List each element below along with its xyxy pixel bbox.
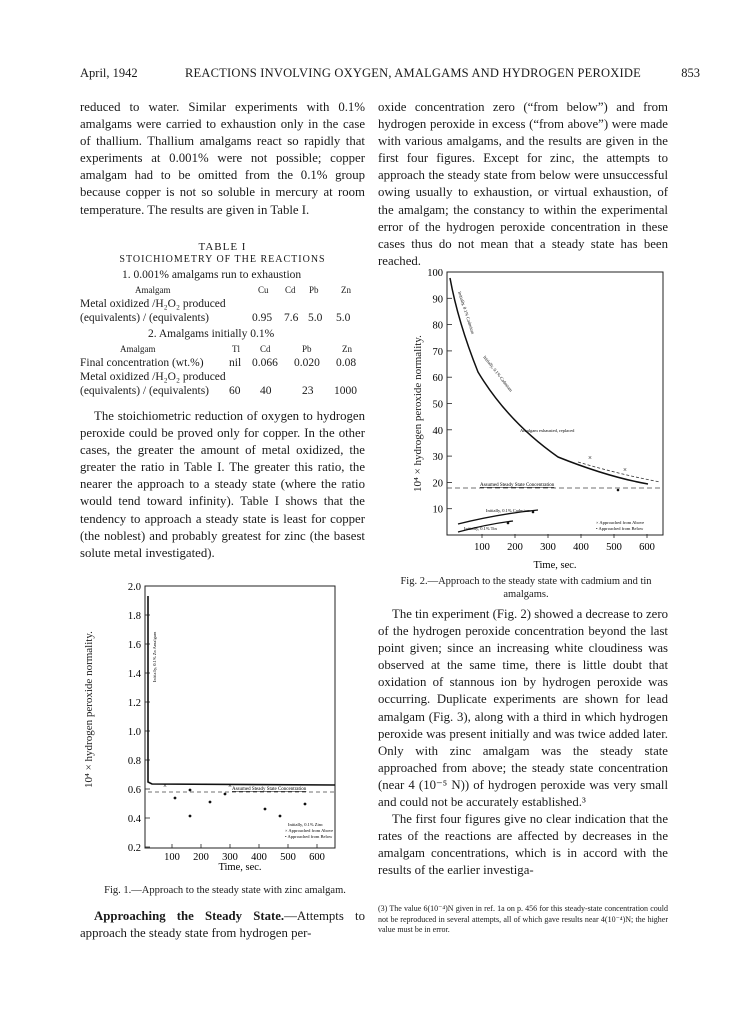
svg-text:×: × xyxy=(163,782,167,790)
table-cell: 7.6 xyxy=(284,312,299,324)
fig1-legend-3: • Approached from Below xyxy=(285,834,333,839)
fig2-y-tick-label: 40 xyxy=(432,425,443,437)
figure-1 xyxy=(80,572,370,872)
table-header-1-zn: Zn xyxy=(341,285,351,295)
fig1-legend-2: × Approached from Above xyxy=(285,828,334,833)
table-cell: 40 xyxy=(260,385,272,397)
header-title: REACTIONS INVOLVING OXYGEN, AMALGAMS AND HYDROGEN PEROXIDE xyxy=(185,66,641,80)
table-cell: 5.0 xyxy=(308,312,323,324)
left-intro-paragraph xyxy=(80,99,365,219)
table-cell: nil xyxy=(229,357,242,369)
fig2-x-tick-label: 400 xyxy=(573,542,589,553)
fig2-y-tick-label: 90 xyxy=(432,294,443,306)
fig2-y-tick-label: 100 xyxy=(427,268,443,279)
table-header-1-cd: Cd xyxy=(285,285,296,295)
table-header-1-pb: Pb xyxy=(309,285,319,295)
table-header-2-tl: Tl xyxy=(232,344,240,354)
fig2-label-steady: Assumed Steady State Concentration xyxy=(480,483,555,488)
fig2-x-tick-label: 100 xyxy=(474,542,490,553)
fig2-xlabel: Time, sec. xyxy=(533,560,577,571)
fig2-label-cd-long: Initially, 0.1% Cadmium xyxy=(457,290,476,335)
fig1-x-tick-label: 500 xyxy=(280,852,296,863)
table-header-1-cu: Cu xyxy=(258,285,269,295)
right-paragraph-3-text: The first four figures give no clear indication that the rates of the reactions are affected by decreases in the amalgam concentrations, which is in accord with the results of the earlier investiga- xyxy=(378,812,668,878)
fig1-y-tick-label: 0.6 xyxy=(127,785,141,796)
table-row-1a: Metal oxidized /H₂O₂ produced xyxy=(80,298,226,310)
table-cell: 0.95 xyxy=(252,312,273,324)
fig2-caption: Fig. 2.—Approach to the steady state with cadmium and tin amalgams. xyxy=(400,576,652,600)
table-section-2: 2. Amalgams initially 0.1% xyxy=(148,328,275,340)
fig2-y-tick-label: 80 xyxy=(432,320,443,332)
fig2-ylabel: 10⁴ × hydrogen peroxide normality. xyxy=(412,335,424,492)
page-number: 853 xyxy=(681,66,700,80)
table-section-1: 1. 0.001% amalgams run to exhaustion xyxy=(122,269,302,281)
fig2-points xyxy=(507,454,627,524)
table-row-2a: Metal oxidized /H₂O₂ produced xyxy=(80,371,226,383)
fig1-y-tick-label: 0.8 xyxy=(127,756,141,767)
right-paragraph-1-text: oxide concentration zero (“from below”) and from hydrogen peroxide in excess (“from above”) were made with various amalgams, and the results are given in the first four figures. Except for zinc, the attempts to approach the steady state from below were unsuccessful owing usually to exhaustion, or virtual exhaustion, of the amalgam; the constancy to within the experimental error of the hydrogen peroxide concentration in these cases thus do not mean that a steady state has been reached. xyxy=(378,100,668,268)
fig1-ylabel: 10⁴ × hydrogen peroxide normality. xyxy=(83,631,95,788)
table-title: TABLE I xyxy=(198,241,247,253)
table-row-2b: (equivalents) / (equivalents) xyxy=(80,385,210,397)
fig1-xlabel: Time, sec. xyxy=(218,862,262,872)
table-cell: 1000 xyxy=(334,385,357,397)
fig2-label-tin: Initially, 0.1% Tin xyxy=(464,526,497,531)
fig1-curve-label: Initially, 0.1% Zn Amalgam xyxy=(152,631,157,682)
right-paragraph-2-text: The tin experiment (Fig. 2) showed a decrease to zero of the hydrogen peroxide concentration beyond the last point given; since an increasing white cloudiness was observed at the same time, there is little doubt that oxidation of stannous ion by hydrogen peroxide was occurring. Duplicate experiments are shown for lead amalgam (Fig. 3), along with a third in which hydrogen peroxide was present initially and was twice added later. Only with zinc amalgam was the steady state approached from above; the steady state concentration (near 4 (10⁻⁵ N)) of hydrogen peroxide was very small and could not be accurately established.³ xyxy=(378,607,668,810)
table-cell: 5.0 xyxy=(336,312,351,324)
fig1-x-tick-label: 400 xyxy=(251,852,267,863)
fig2-curve-cd-dashed xyxy=(578,462,660,482)
table-row-1b: (equivalents) / (equivalents) xyxy=(80,312,210,324)
left-paragraph-2-text: The stoichiometric reduction of oxygen to hydrogen peroxide could be proved only for copper. In the other cases, the greater the amount of metal oxidized, the greater the ratio in Table I. The greater this ratio, the nearer the approach to a steady state (where the ratio would tend toward infinity). Table I shows that the tendency to approach a steady state is least for copper (the noblest) and probably greatest for zinc (the basest solute metal investigated). xyxy=(80,409,365,560)
fig1-x-tick-label: 300 xyxy=(222,852,238,863)
fig1-caption: Fig. 1.—Approach to the steady state with zinc amalgam. xyxy=(104,885,346,896)
table-cell: 0.066 xyxy=(252,357,278,369)
figure-2 xyxy=(378,262,678,574)
fig2-y-tick-label: 10 xyxy=(432,504,443,516)
table-header-2-amalgam: Amalgam xyxy=(120,344,156,354)
svg-text:×: × xyxy=(228,782,232,790)
fig2-label-exhausted: Amalgam exhausted, replaced xyxy=(520,428,575,433)
table-header-2-pb: Pb xyxy=(302,344,312,354)
fig2-y-tick-label: 70 xyxy=(432,346,443,358)
header-date: April, 1942 xyxy=(80,66,138,80)
fig2-y-tick-label: 50 xyxy=(432,399,443,411)
fig2-label-cd-short: Initially, 0.1% Cadmium xyxy=(482,354,514,393)
fig1-y-tick-label: 1.2 xyxy=(127,698,141,709)
right-paragraph-1 xyxy=(378,99,668,270)
fig1-steady-label: Assumed Steady State Concentration xyxy=(232,787,307,792)
fig1-curve xyxy=(148,596,335,785)
fig1-y-tick-label: 1.6 xyxy=(127,640,141,651)
table-1 xyxy=(80,241,365,401)
fig1-legend-1: Initially, 0.1% Zinc xyxy=(288,822,323,827)
table-row-2-final: Final concentration (wt.%) xyxy=(80,357,204,369)
fig1-y-tick-label: 0.2 xyxy=(127,843,141,854)
fig2-y-tick-label: 60 xyxy=(432,373,443,385)
table-cell: 60 xyxy=(229,385,241,397)
left-paragraph-2 xyxy=(80,408,365,562)
fig2-x-tick-label: 300 xyxy=(540,542,556,553)
table-header-1-amalgam: Amalgam xyxy=(135,285,171,295)
table-subtitle: STOICHIOMETRY OF THE REACTIONS xyxy=(119,254,326,265)
fig1-x-tick-label: 100 xyxy=(164,852,180,863)
table-cell: 0.020 xyxy=(294,357,320,369)
table-cell: 0.08 xyxy=(336,357,357,369)
fig1-y-tick-label: 0.4 xyxy=(127,814,141,825)
fig2-legend-1: × Approached from Above xyxy=(596,520,645,525)
svg-text:×: × xyxy=(588,454,592,462)
left-paragraph-3-text: —Attempts to approach the steady state from hydrogen per- xyxy=(80,909,365,941)
fig1-y-tick-label: 1.0 xyxy=(127,727,141,738)
right-paragraph-2 xyxy=(378,606,668,880)
section-heading: Approaching the Steady State. xyxy=(94,909,285,923)
fig2-x-tick-label: 600 xyxy=(639,542,655,553)
fig1-y-tick-label: 1.8 xyxy=(127,611,141,622)
table-header-2-cd: Cd xyxy=(260,344,271,354)
fig1-x-tick-label: 200 xyxy=(193,852,209,863)
fig2-x-tick-label: 500 xyxy=(606,542,622,553)
fig2-label-cd-low: Initially, 0.1% Cadmium xyxy=(486,508,531,513)
fig2-legend-2: • Approached from Below xyxy=(596,526,644,531)
fig1-y-tick-label: 2.0 xyxy=(127,582,141,593)
running-header xyxy=(80,66,700,82)
footnote: (3) The value 6(10⁻⁴)N given in ref. 1a on p. 456 for this steady-state concentration could not be reproduced in several attempts, all of which gave results near 4(10⁻⁴)N; the higher value must be in error. xyxy=(378,904,668,934)
fig2-x-tick-label: 200 xyxy=(507,542,523,553)
fig1-y-tick-label: 1.4 xyxy=(127,669,141,680)
fig2-y-tick-label: 30 xyxy=(432,452,443,464)
svg-text:×: × xyxy=(623,466,627,474)
table-cell: 23 xyxy=(302,385,314,397)
table-header-2-zn: Zn xyxy=(342,344,352,354)
left-intro-text: reduced to water. Similar experiments with 0.1% amalgams were carried to exhaustion only in the case of thallium. Thallium amalgams react so rapidly that experiments at 0.001% were not possible; copper amalgam had to be omitted from the 0.1% group because copper is not so soluble in mercury at room temperature. The results are given in Table I. xyxy=(80,100,365,217)
fig2-y-tick-label: 20 xyxy=(432,478,443,490)
left-paragraph-3 xyxy=(80,908,365,942)
fig1-x-tick-label: 600 xyxy=(309,852,325,863)
fig2-curve-cd xyxy=(450,278,648,484)
